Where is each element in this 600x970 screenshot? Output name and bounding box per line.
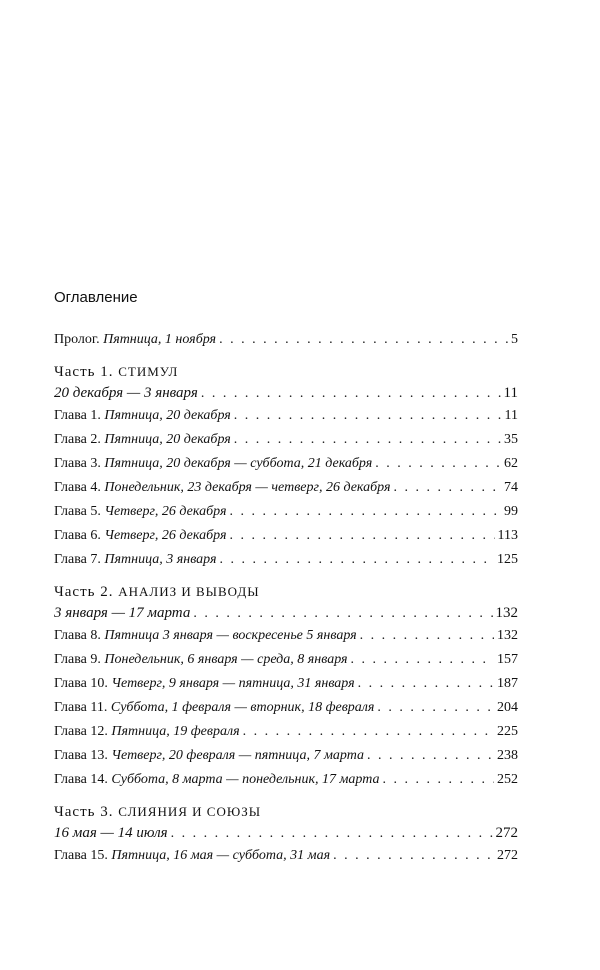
page-number: 125 — [497, 552, 518, 567]
entry-label — [54, 624, 357, 648]
chapter-label: Глава 1. — [54, 408, 101, 423]
part-title — [54, 362, 518, 382]
page-number: 74 — [504, 480, 518, 495]
dot-leader — [193, 603, 492, 625]
dot-leader — [201, 383, 501, 405]
chapter-entry — [54, 844, 518, 868]
part-range-entry — [54, 382, 518, 404]
part-range: 20 декабря — 3 января — [54, 385, 198, 401]
part-1 — [54, 362, 518, 572]
chapter-label: Глава 13. — [54, 748, 108, 763]
dot-leader — [333, 844, 494, 868]
entry-label — [54, 428, 231, 452]
page-number: 272 — [495, 825, 518, 841]
chapter-date: Понедельник, 6 января — среда, 8 января — [104, 652, 348, 667]
entry-label — [54, 500, 226, 524]
dot-leader — [234, 404, 502, 428]
chapter-label: Глава 3. — [54, 456, 101, 471]
page-number: 11 — [504, 408, 518, 423]
chapter-label: Глава 14. — [54, 772, 108, 787]
page-number: 187 — [497, 676, 518, 691]
dot-leader — [229, 524, 494, 548]
chapter-date: Пятница 3 января — воскресенье 5 января — [104, 628, 357, 643]
entry-label — [54, 744, 364, 768]
toc-heading: Оглавление — [54, 289, 138, 306]
entry-label — [54, 648, 348, 672]
table-of-contents — [54, 288, 518, 868]
chapter-date: Суббота, 8 марта — понедельник, 17 марта — [111, 772, 380, 787]
part-label: Часть 2. — [54, 584, 114, 600]
page-number: 225 — [497, 724, 518, 739]
chapter-label: Глава 2. — [54, 432, 101, 447]
chapter-date: Пятница, 19 февраля — [111, 724, 240, 739]
page-number: 204 — [497, 700, 518, 715]
dot-leader — [367, 744, 494, 768]
entry-label — [54, 452, 372, 476]
chapter-date: Пятница, 20 декабря — [104, 432, 231, 447]
dot-leader — [220, 548, 495, 572]
dot-leader — [234, 428, 501, 452]
chapter-date: Пятница, 3 января — [104, 552, 217, 567]
chapter-date: Пятница, 20 декабря — суббота, 21 декабря — [104, 456, 373, 471]
part-title — [54, 802, 518, 822]
part-range: 3 января — 17 марта — [54, 605, 191, 621]
page-number: 132 — [497, 628, 518, 643]
part-3 — [54, 802, 518, 868]
chapter-label: Глава 7. — [54, 552, 101, 567]
chapter-entry — [54, 404, 518, 428]
chapter-date: Пятница, 16 мая — суббота, 31 мая — [111, 848, 331, 863]
chapter-label: Глава 6. — [54, 528, 101, 543]
dot-leader — [375, 452, 501, 476]
entry-label — [54, 548, 217, 572]
page-number: 5 — [511, 332, 518, 347]
chapter-entry — [54, 648, 518, 672]
page-number: 62 — [504, 456, 518, 471]
chapter-date: Четверг, 20 февраля — пятница, 7 марта — [111, 748, 364, 763]
chapter-entry — [54, 476, 518, 500]
page-number: 11 — [503, 385, 518, 401]
entry-label — [54, 768, 380, 792]
chapter-label: Глава 9. — [54, 652, 101, 667]
dot-leader — [243, 720, 494, 744]
chapter-entry — [54, 672, 518, 696]
chapter-entry — [54, 624, 518, 648]
part-range-entry — [54, 602, 518, 624]
page-number: 272 — [497, 848, 518, 863]
entry-label — [54, 404, 231, 428]
page-number: 157 — [497, 652, 518, 667]
chapter-date: Четверг, 26 декабря — [104, 504, 227, 519]
page-number: 35 — [504, 432, 518, 447]
dot-leader — [358, 672, 494, 696]
part-range-entry — [54, 822, 518, 844]
chapter-date: Четверг, 9 января — пятница, 31 января — [111, 676, 355, 691]
entry-label — [54, 476, 390, 500]
chapter-date: Четверг, 26 декабря — [104, 528, 227, 543]
chapter-entry — [54, 428, 518, 452]
part-name: АНАЛИЗ И ВЫВОДЫ — [118, 584, 260, 599]
dot-leader — [377, 696, 494, 720]
dot-leader — [219, 328, 508, 352]
part-label: Часть 3. — [54, 804, 114, 820]
chapter-date: Понедельник, 23 декабря — четверг, 26 декабря — [104, 480, 391, 495]
dot-leader — [383, 768, 494, 792]
chapter-date: Пятница, 20 декабря — [104, 408, 231, 423]
chapter-entry — [54, 744, 518, 768]
chapter-label: Глава 5. — [54, 504, 101, 519]
dot-leader — [351, 648, 494, 672]
chapter-label: Глава 15. — [54, 848, 108, 863]
part-name: СТИМУЛ — [118, 364, 179, 379]
chapter-entry — [54, 500, 518, 524]
prologue-entry — [54, 328, 518, 352]
part-2 — [54, 582, 518, 792]
chapter-label: Глава 8. — [54, 628, 101, 643]
chapter-label: Глава 4. — [54, 480, 101, 495]
dot-leader — [360, 624, 494, 648]
entry-label — [54, 720, 240, 744]
entry-label — [54, 844, 330, 868]
part-label: Часть 1. — [54, 364, 114, 380]
page-number: 99 — [504, 504, 518, 519]
chapter-entry — [54, 524, 518, 548]
page-number: 238 — [497, 748, 518, 763]
chapter-entry — [54, 452, 518, 476]
part-name: СЛИЯНИЯ И СОЮЗЫ — [118, 804, 262, 819]
page-number: 132 — [495, 605, 518, 621]
chapter-entry — [54, 768, 518, 792]
dot-leader — [171, 823, 493, 845]
dot-leader — [229, 500, 501, 524]
dot-leader — [393, 476, 501, 500]
prologue-date: Пятница, 1 ноября — [103, 332, 217, 347]
entry-label — [54, 328, 216, 352]
prologue-label: Пролог. — [54, 332, 100, 347]
chapter-entry — [54, 548, 518, 572]
chapter-label: Глава 10. — [54, 676, 108, 691]
chapter-label: Глава 11. — [54, 700, 108, 715]
part-range: 16 мая — 14 июля — [54, 825, 168, 841]
entry-label — [54, 696, 374, 720]
page-number: 252 — [497, 772, 518, 787]
entry-label — [54, 524, 226, 548]
chapter-label: Глава 12. — [54, 724, 108, 739]
page-number: 113 — [497, 528, 518, 543]
chapter-entry — [54, 696, 518, 720]
entry-label — [54, 672, 355, 696]
chapter-date: Суббота, 1 февраля — вторник, 18 февраля — [110, 700, 375, 715]
chapter-entry — [54, 720, 518, 744]
part-title — [54, 582, 518, 602]
